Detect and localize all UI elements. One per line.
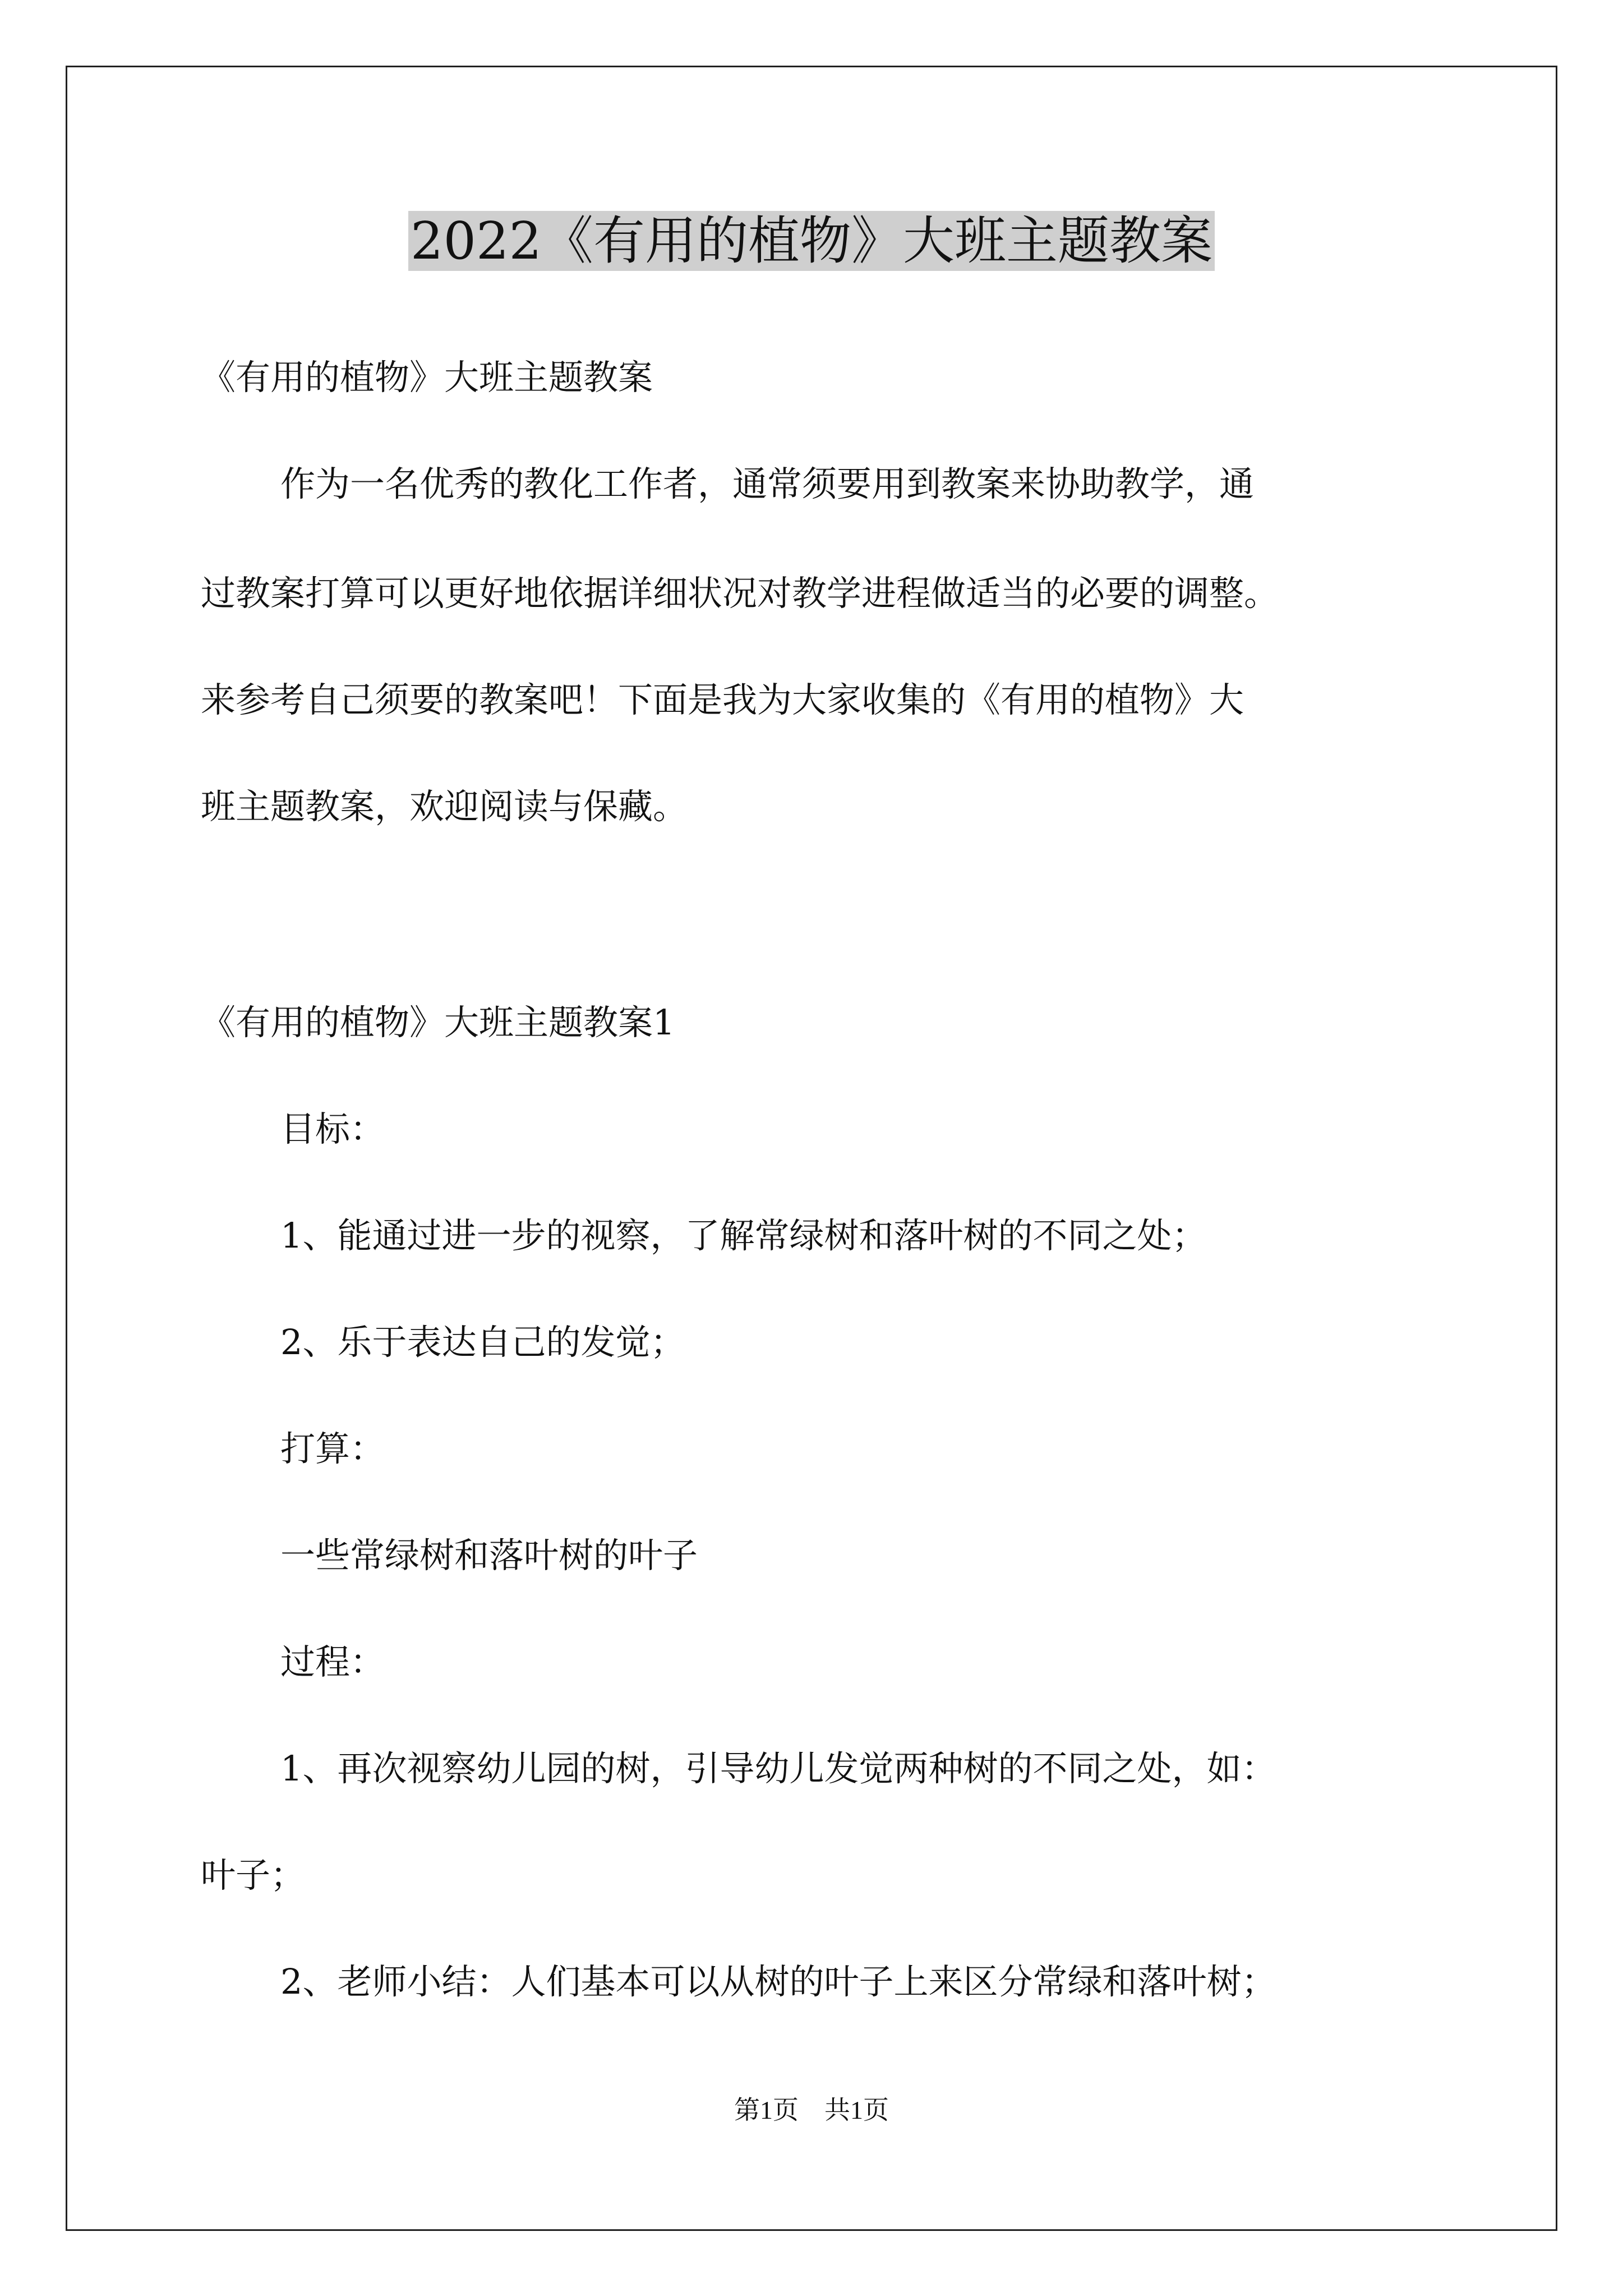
- document-subtitle: 《有用的植物》大班主题教案: [201, 357, 653, 398]
- intro-line: 作为一名优秀的教化工作者，通常须要用到教案来协助教学，通: [280, 463, 1255, 504]
- body-line: 1、能通过进一步的视察，了解常绿树和落叶树的不同之处；: [280, 1215, 1207, 1256]
- body-line: 1、再次视察幼儿园的树，引导幼儿发觉两种树的不同之处，如：: [280, 1748, 1276, 1789]
- intro-line: 过教案打算可以更好地依据详细状况对教学进程做适当的必要的调整。: [201, 573, 1279, 614]
- body-line: 2、乐于表达自己的发觉；: [280, 1322, 685, 1363]
- page-footer: 第1页 共1页: [734, 2096, 889, 2124]
- body-line: 2、老师小结：人们基本可以从树的叶子上来区分常绿和落叶树；: [280, 1961, 1276, 2002]
- intro-line: 来参考自己须要的教案吧！下面是我为大家收集的《有用的植物》大: [201, 679, 1244, 720]
- body-line: 过程：: [280, 1641, 385, 1682]
- body-line: 一些常绿树和落叶树的叶子: [280, 1535, 698, 1576]
- document-title-text: 2022《有用的植物》大班主题教案: [408, 211, 1215, 271]
- body-line: 打算：: [280, 1428, 385, 1469]
- intro-line: 班主题教案，欢迎阅读与保藏。: [201, 786, 688, 827]
- document-title: [0, 205, 1623, 278]
- body-line: 叶子；: [201, 1855, 306, 1895]
- section-heading: 《有用的植物》大班主题教案1: [201, 1002, 675, 1043]
- body-line: 目标：: [280, 1108, 385, 1149]
